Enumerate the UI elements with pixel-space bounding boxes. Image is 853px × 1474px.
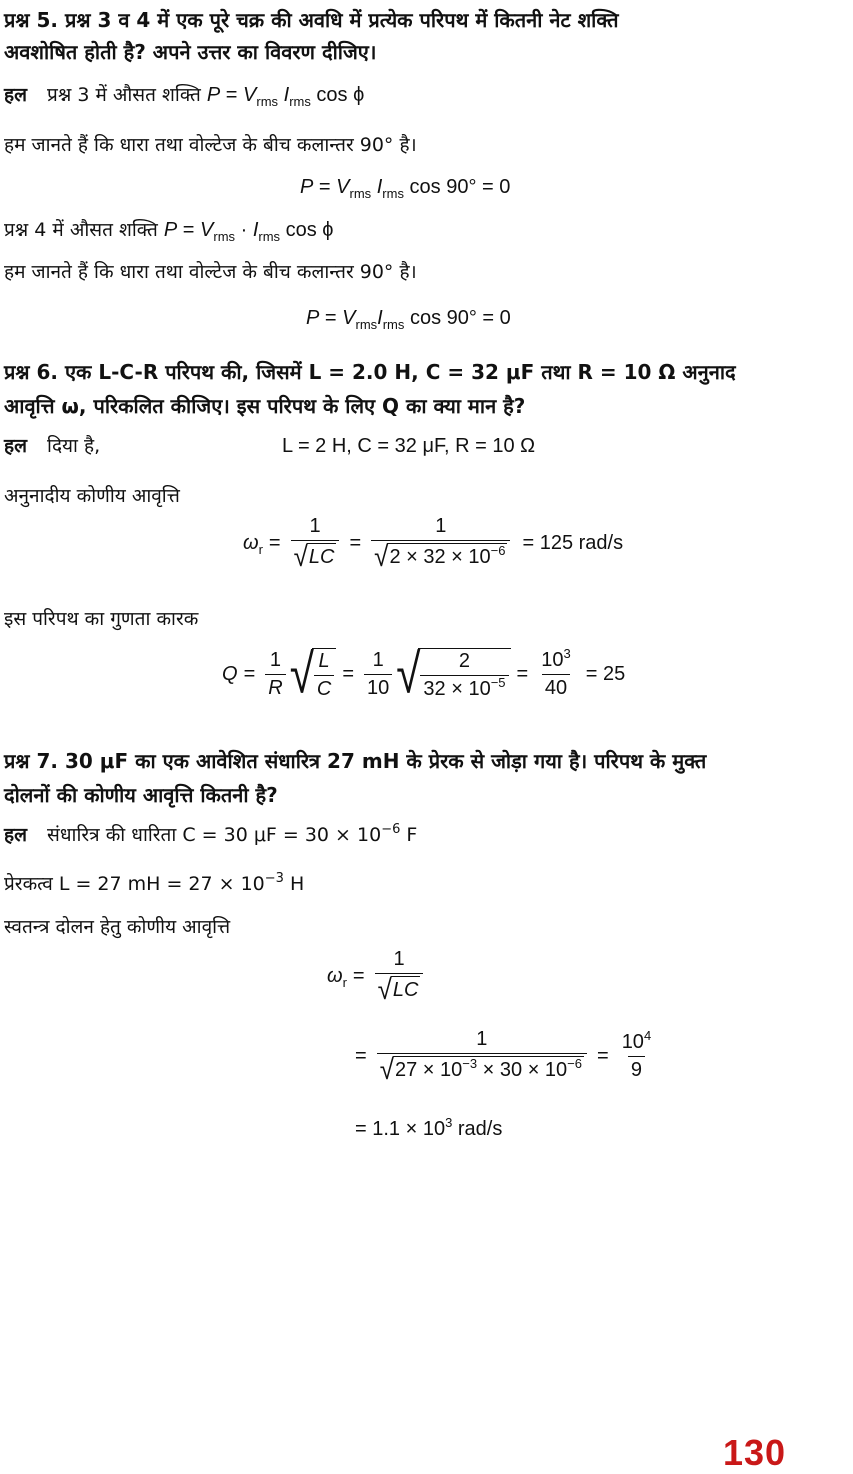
q5-power-eq-1: $P = V_{rms}$ $I_{rms}$ cos 90° = 0 xyxy=(300,176,511,201)
q5-statement-line1 xyxy=(4,8,618,32)
q6-omega-heading: अनुनादीय कोणीय आवृत्ति xyxy=(4,485,180,507)
q5-line-b: हम जानते हैं कि धारा तथा वोल्टेज के बीच कलान्तर 90° है। xyxy=(4,134,417,156)
q7-text-1: 30 μF का एक आवेशित संधारित्र 27 mH के प्रेरक से जोड़ा गया है। परिपथ के मुक्त xyxy=(64,749,707,773)
q6-omega-equation: $\omega_r$ = 1 √ LC = 1 √ $2 \times 32 \times 10^{-6}$ = 125 rad/s xyxy=(243,515,624,573)
q6-omega-result: = 125 rad/s xyxy=(522,531,624,554)
q6-statement-line1 xyxy=(4,360,736,384)
q5-text-1: प्रश्न 3 व 4 में एक पूरे चक्र की अवधि में प्रत्येक परिपथ में कितनी नेट शक्ति xyxy=(64,8,619,32)
q5-power-formula-a: $P = V_{rms}$ $I_{rms}$ cos ϕ xyxy=(206,84,365,109)
page-number: 130 xyxy=(723,1432,787,1473)
q6-q-equation: Q = $\frac{1}{R}$ √ $\frac{L}{C}$ = $\frac{1}{10}$ √ $\frac{2}{32 \times 10^{-5}}$ = $\frac{10^3}{40}$ = 25 xyxy=(222,643,626,705)
q6-statement-line2: आवृत्ति ω, परिकलित कीजिए। इस परिपथ के लिए Q का क्या मान है? xyxy=(4,394,526,418)
q5-statement-line2: अवशोषित होती है? अपने उत्तर का विवरण दीजिए। xyxy=(4,40,377,64)
q6-given-line xyxy=(4,434,100,458)
q5-line-d xyxy=(4,218,334,242)
q6-given-values: L = 2 H, C = 32 μF, R = 10 Ω xyxy=(282,435,536,457)
q5-solution-line-a xyxy=(4,83,364,107)
q7-omega-eq-2: = 1 √ $27 \times 10^{-3} \times 30 \times 10^{-6}$ = $\frac{10^4}{9}$ xyxy=(355,1027,652,1086)
q6-q-heading: इस परिपथ का गुणता कारक xyxy=(4,608,199,630)
q7-statement-line1 xyxy=(4,749,706,773)
q7-statement-line2: दोलनों की कोणीय आवृत्ति कितनी है? xyxy=(4,783,278,807)
q5-line-a-text: प्रश्न 3 में औसत शक्ति xyxy=(47,84,201,106)
q5-power-formula-b: $P = V_{rms} \cdot I_{rms}$ cos ϕ xyxy=(163,219,334,244)
q7-capacitance-line: हल संधारित्र की धारिता C = 30 $\mu F = 30 \times 10^{-6}$ F xyxy=(4,822,418,846)
q7-omega-eq-1: $\omega_r$ = 1 √ LC xyxy=(327,948,427,1004)
q6-q-result: = 25 xyxy=(585,663,626,685)
q6-label: प्रश्न 6. xyxy=(4,360,58,384)
q7-label: प्रश्न 7. xyxy=(4,749,58,773)
q7-free-heading: स्वतन्त्र दोलन हेतु कोणीय आवृत्ति xyxy=(4,916,231,938)
q6-given-label: दिया है, xyxy=(47,435,101,457)
q6-solution-label: हल xyxy=(4,435,27,457)
q5-line-e: हम जानते हैं कि धारा तथा वोल्टेज के बीच कलान्तर 90° है। xyxy=(4,261,417,283)
q6-text-1: एक L-C-R परिपथ की, जिसमें L = 2.0 H, C = 32 μF तथा R = 10 Ω अनुनाद xyxy=(64,360,736,384)
q5-label: प्रश्न 5. xyxy=(4,8,58,32)
q5-line-d-text: प्रश्न 4 में औसत शक्ति xyxy=(4,219,158,241)
q7-omega-result: = $1.1 \times 10^3$ rad/s xyxy=(355,1115,503,1140)
q5-solution-label: हल xyxy=(4,84,27,106)
q7-inductance-line: प्रेरकत्व L = 27 mH = $27 \times 10^{-3}$ H xyxy=(4,871,305,895)
q7-solution-label: हल xyxy=(4,824,27,846)
q5-power-eq-2: $P = V_{rms}I_{rms}$ cos 90° = 0 xyxy=(306,307,511,332)
